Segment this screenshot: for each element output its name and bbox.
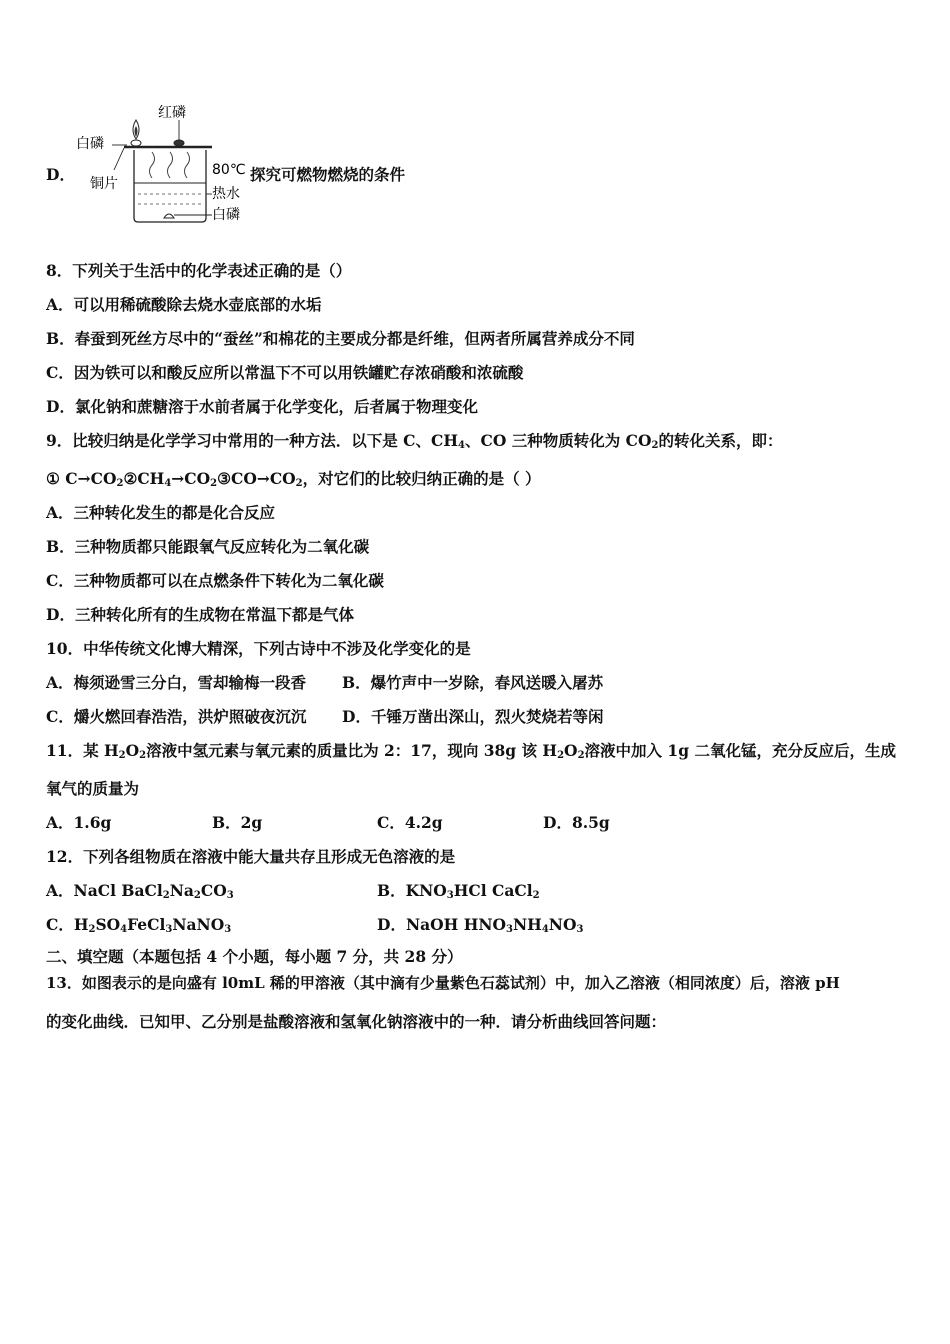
q9-stem: 9．比较归纳是化学学习中常用的一种方法．以下是 C、$CH_4$、CO 三种物质转化为 $CO_2$的转化关系，即： xyxy=(46,431,783,451)
q10-option-c: C．爝火燃回春浩浩，洪炉照破夜沉沉 xyxy=(46,707,307,726)
q9-option-a: A．三种转化发生的都是化合反应 xyxy=(46,503,276,522)
q12-option-c: C．$H_2SO_4FeCl_3NaNO_3$ xyxy=(46,915,232,935)
q13-stem-line1: 13．如图表示的是向盛有 l0mL 稀的甲溶液（其中滴有少量紫色石蕊试剂）中，加入乙溶液（相同浓度）后，溶液 pH xyxy=(46,974,840,992)
q12-option-d: D．NaOH $HNO_3NH_4NO_3$ xyxy=(377,915,584,935)
q9-option-d: D．三种转化所有的生成物在常温下都是气体 xyxy=(46,605,354,624)
q11-option-a: A．1.6g xyxy=(46,813,112,832)
q10-option-b: B．爆竹声中一岁除，春风送暖入屠苏 xyxy=(342,673,604,692)
q9-option-c: C．三种物质都可以在点燃条件下转化为二氧化碳 xyxy=(46,571,384,590)
q8-stem: 8．下列关于生活中的化学表述正确的是（） xyxy=(46,261,352,280)
q12-option-b: B．$KNO_3HCl$ CaCl$_2$ xyxy=(377,881,540,901)
q11-option-c: C．4.2g xyxy=(377,813,443,832)
beaker xyxy=(134,150,206,222)
label-temperature: 80℃ xyxy=(212,162,246,178)
q10-option-d: D．千锤万凿出深山，烈火焚烧若等闲 xyxy=(342,707,604,726)
q13-stem-line2: 的变化曲线．已知甲、乙分别是盐酸溶液和氢氧化钠溶液中的一种．请分析曲线回答问题： xyxy=(46,1012,667,1031)
label-copper-sheet: 铜片 xyxy=(90,176,118,192)
q9-relations: ① $C\to CO_2②CH_4\to CO_2③CO\to CO_2$，对它们的比较归纳正确的是（ ） xyxy=(46,469,541,489)
q8-option-c: C．因为铁可以和酸反应所以常温下不可以用铁罐贮存浓硝酸和浓硫酸 xyxy=(46,363,524,382)
white-phosphorus-on-copper xyxy=(131,140,141,146)
q7-option-d-letter: D． xyxy=(46,165,75,184)
q8-option-d: D．氯化钠和蔗糖溶于水前者属于化学变化，后者属于物理变化 xyxy=(46,397,478,416)
section-heading-fill-in: 二、填空题（本题包括 4 个小题，每小题 7 分，共 28 分） xyxy=(46,947,463,966)
q8-option-a: A．可以用稀硫酸除去烧水壶底部的水垢 xyxy=(46,295,322,314)
q12-option-a: A．NaCl $BaCl_2Na_2CO_3$ xyxy=(46,881,234,901)
red-phosphorus-on-copper xyxy=(174,140,184,146)
q12-stem: 12．下列各组物质在溶液中能大量共存且形成无色溶液的是 xyxy=(46,847,456,866)
q8-option-b: B．春蚕到死丝方尽中的“蚕丝”和棉花的主要成分都是纤维，但两者所属营养成分不同 xyxy=(46,329,635,348)
q11-stem-line2: 氧气的质量为 xyxy=(46,779,140,798)
q11-option-d: D．8.5g xyxy=(543,813,610,832)
q10-option-a: A．梅须逊雪三分白，雪却输梅一段香 xyxy=(46,673,307,692)
q10-stem: 10．中华传统文化博大精深，下列古诗中不涉及化学变化的是 xyxy=(46,639,471,658)
steam xyxy=(150,152,155,178)
q11-option-b: B．2g xyxy=(212,813,263,832)
label-red-phosphorus: 红磷 xyxy=(158,105,186,121)
label-white-phosphorus-bottom: 白磷 xyxy=(212,207,240,223)
label-hot-water: 热水 xyxy=(212,186,240,202)
label-white-phosphorus-top: 白磷 xyxy=(76,136,104,152)
white-phosphorus-in-water xyxy=(164,214,174,218)
q11-stem: 11．某 $H_2O_2$溶液中氢元素与氧元素的质量比为 2：17，现向 38g 该 $H_2O_2$溶液中加入 1g 二氧化锰，充分反应后，生成 xyxy=(46,741,896,761)
q7-option-d-caption: 探究可燃物燃烧的条件 xyxy=(250,165,406,184)
combustion-apparatus-figure xyxy=(72,98,262,228)
q9-option-b: B．三种物质都只能跟氧气反应转化为二氧化碳 xyxy=(46,537,370,556)
